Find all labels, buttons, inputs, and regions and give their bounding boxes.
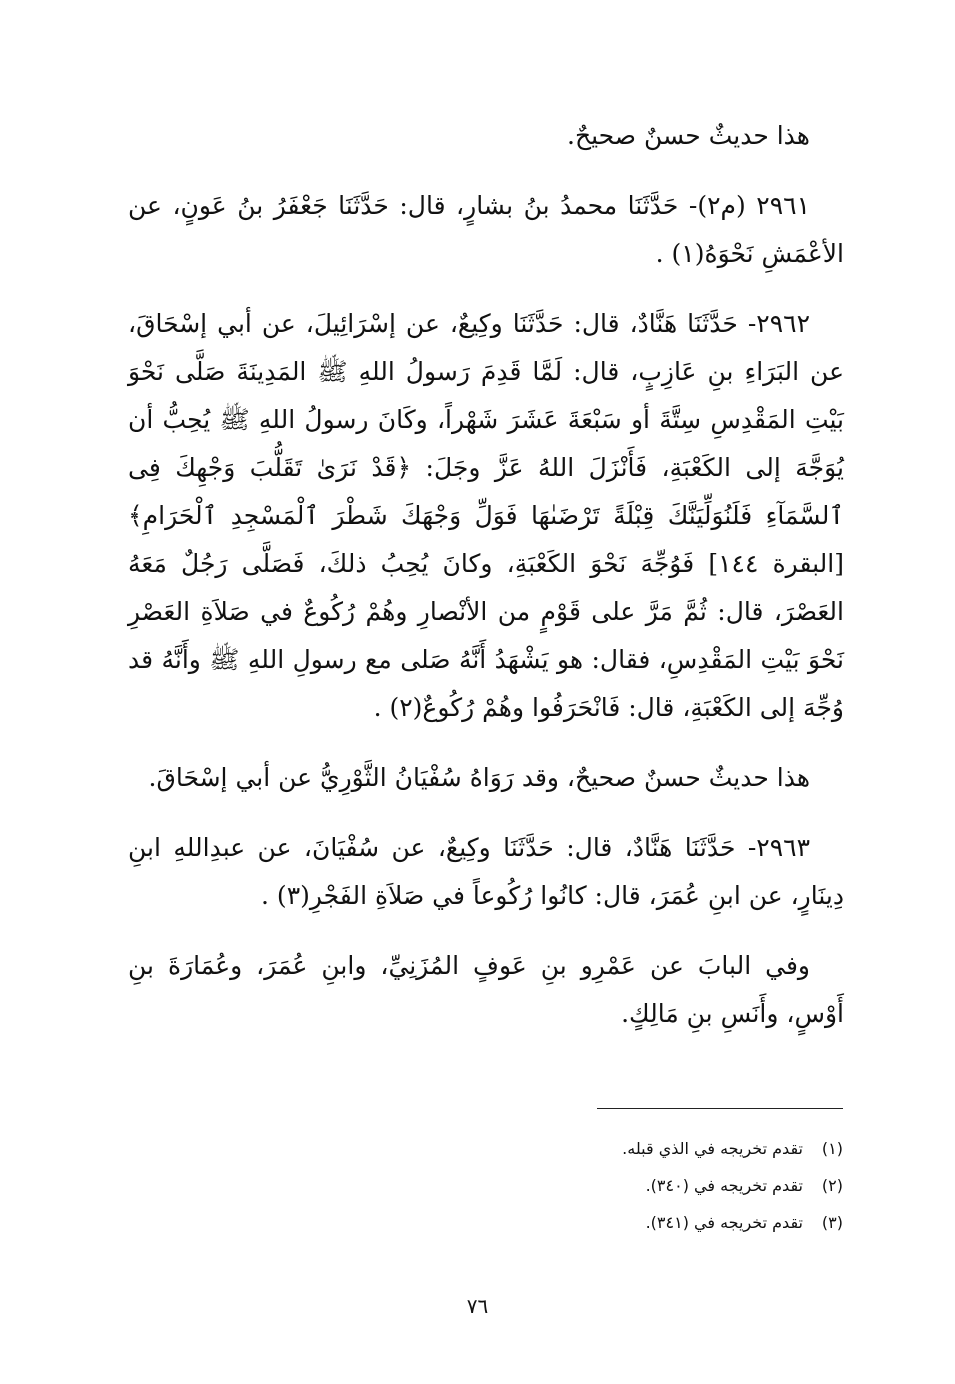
footnotes	[243, 1130, 843, 1241]
page-number: ٧٦	[466, 1294, 489, 1318]
footnote-number: (٢)	[821, 1176, 843, 1195]
footnote-3	[243, 1204, 843, 1241]
paragraph-hadith-2962: ٢٩٦٢- حَدَّثَنَا هَنَّادٌ، قال: حَدَّثَنَا وكِيعٌ، عن إسْرَائِيلَ، عن أبي إسْحَاقَ، عن البَرَاءِ بنِ عَازِبٍ، قال: لَمَّا قَدِمَ رَسولُ اللهِ ﷺ المَدِينَةَ صَلَّى نَحْوَ بَيْتِ المَقْدِسِ سِتَّةَ أو سَبْعَةَ عَشَرَ شَهْراً، وكَانَ رسولُ اللهِ ﷺ يُحِبُّ أن يُوَجَّهَ إلى الكَعْبَةِ، فَأَنْزَلَ اللهُ عَزَّ وجَلَ: ﴿قَدْ نَرَىٰ تَقَلُّبَ وَجْهِكَ فِى ٱلسَّمَآءِ فَلَنُوَلِّيَنَّكَ قِبْلَةً تَرْضَىٰهَا فَوَلِّ وَجْهَكَ شَطْرَ ٱلْمَسْجِدِ ٱلْحَرَامِ﴾ [البقرة ١٤٤] فَوُجِّهَ نَحْوَ الكَعْبَةِ، وكانَ يُحِبُ ذلكَ، فَصَلَّى رَجُلٌ مَعَهُ العَصْرَ، قال: ثُمَّ مَرَّ على قَوْمٍ من الأنْصارِ وهُمْ رُكُوعٌ في صَلاَةِ العَصْرِ نَحْوَ بَيْتِ المَقْدِسِ، فقال: هو يَشْهَدُ أَنَّهُ صَلى مع رسولِ اللهِ ﷺ وأَنَّهُ قد وُجِّهَ إلى الكَعْبَةِ، قال: فَانْحَرَفُوا وهُمْ رُكُوعٌ(٢) .	[128, 309, 844, 722]
footnote-number: (٣)	[821, 1213, 843, 1232]
footnote-number: (١)	[821, 1139, 843, 1158]
footnote-2	[243, 1167, 843, 1204]
paragraph-hadith-2963: ٢٩٦٣- حَدَّثَنَا هَنَّادٌ، قال: حَدَّثَنَا وكِيعٌ، عن سُفْيَانَ، عن عبدِاللهِ ابنِ دِينَارٍ، عن ابنِ عُمَرَ، قال: كانُوا رُكُوعاً في صَلاَةِ الفَجْرِ(٣) .	[128, 833, 844, 910]
paragraph-hadith-2961: ٢٩٦١ (م٢)- حَدَّثَنَا محمدُ بنُ بشارٍ، قال: حَدَّثَنَا جَعْفَرُ بنُ عَونٍ، عن الأعْمَشِ نَحْوَهُ(١) .	[128, 191, 844, 268]
paragraph-verdict-1: هذا حديثٌ حسنٌ صحيحٌ.	[567, 121, 810, 150]
footnote-1	[243, 1130, 843, 1167]
footnote-text: تقدم تخريجه في (٣٤٠).	[645, 1176, 803, 1195]
paragraph-chapter-note: وفي البابَ عن عَمْرِو بنِ عَوفٍ المُزَنِيِّ، وابنِ عُمَرَ، وعُمَارَةَ بنِ أَوْسٍ، وأَنَسِ بنِ مَالِكٍ.	[128, 951, 844, 1028]
footnote-separator	[597, 1108, 843, 1109]
footnote-text: تقدم تخريجه في (٣٤١).	[645, 1213, 803, 1232]
footnote-text: تقدم تخريجه في الذي قبله.	[622, 1139, 803, 1158]
paragraph-verdict-2: هذا حديثٌ حسنٌ صحيحٌ، وقد رَوَاهُ سُفْيَانُ الثَّوْرِيُّ عن أبي إسْحَاقَ.	[148, 763, 810, 792]
page-body	[128, 112, 844, 1060]
